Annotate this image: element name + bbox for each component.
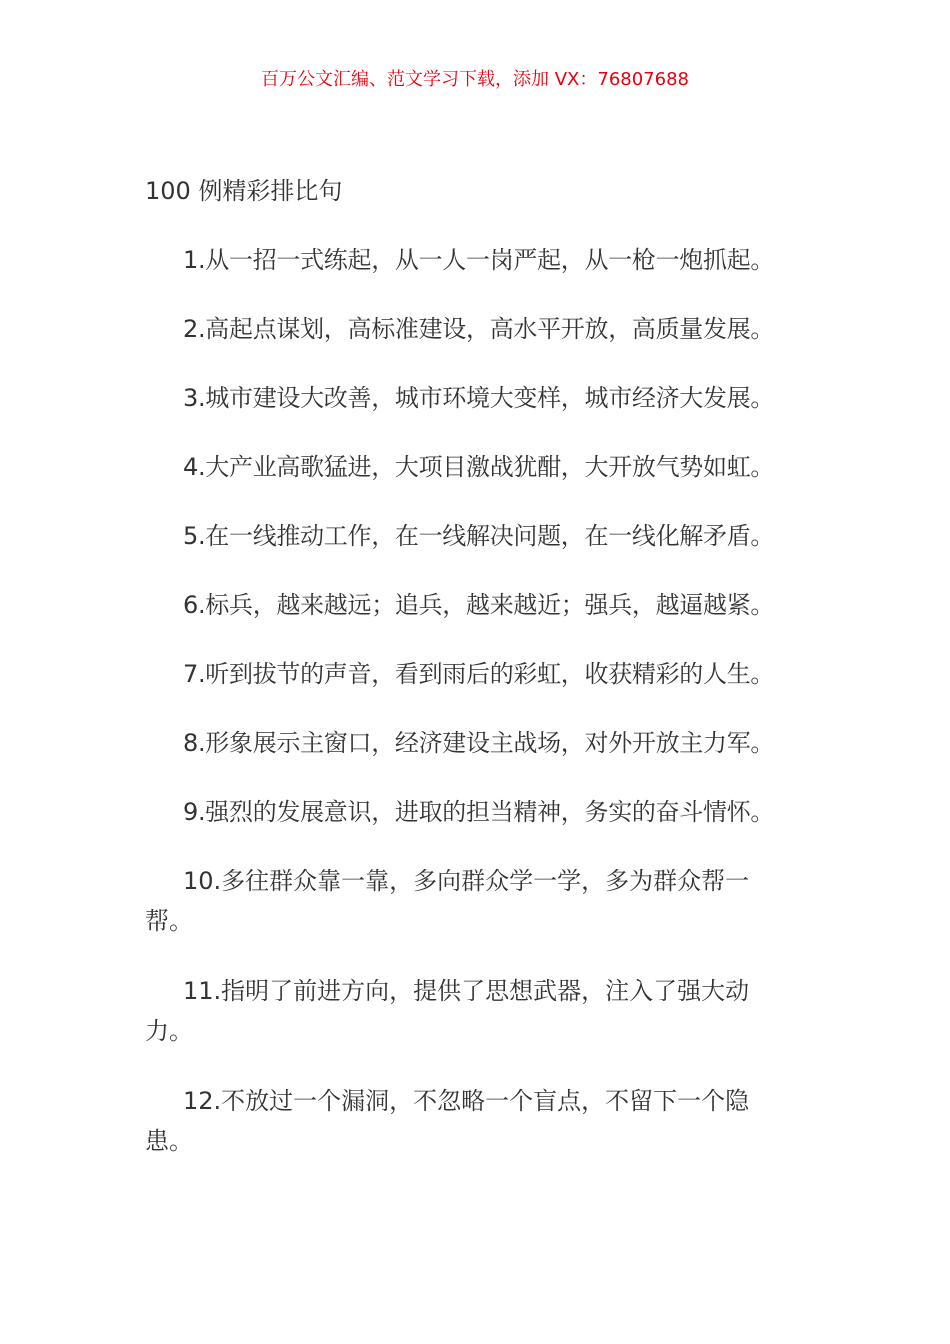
list-item-line: 力。 — [145, 1017, 193, 1045]
list-item: 1.从一招一式练起，从一人一岗严起，从一枪一炮抓起。 — [183, 246, 775, 274]
list-item: 9.强烈的发展意识，进取的担当精神，务实的奋斗情怀。 — [183, 798, 775, 826]
list-item: 7.听到拔节的声音，看到雨后的彩虹，收获精彩的人生。 — [183, 660, 775, 688]
parallel-sentence-list — [145, 240, 810, 1191]
list-item: 3.城市建设大改善，城市环境大变样，城市经济大发展。 — [183, 384, 775, 412]
header-watermark-note: 百万公文汇编、范文学习下载，添加 VX：76807688 — [261, 69, 689, 90]
list-item-line: 10.多往群众靠一靠，多向群众学一学，多为群众帮一 — [183, 867, 750, 895]
list-item-line: 11.指明了前进方向，提供了思想武器，注入了强大动 — [183, 977, 750, 1005]
list-item — [145, 861, 790, 941]
list-item-line: 患。 — [145, 1127, 193, 1155]
document-title: 100 例精彩排比句 — [145, 177, 343, 205]
list-item — [145, 971, 790, 1051]
list-item: 2.高起点谋划，高标准建设，高水平开放，高质量发展。 — [183, 315, 775, 343]
list-item: 8.形象展示主窗口，经济建设主战场，对外开放主力军。 — [183, 729, 775, 757]
list-item-line: 帮。 — [145, 907, 193, 935]
list-item: 5.在一线推动工作，在一线解决问题，在一线化解矛盾。 — [183, 522, 775, 550]
list-item — [145, 1081, 790, 1161]
list-item: 4.大产业高歌猛进，大项目激战犹酣，大开放气势如虹。 — [183, 453, 775, 481]
list-item-line: 12.不放过一个漏洞，不忽略一个盲点，不留下一个隐 — [183, 1087, 750, 1115]
list-item: 6.标兵，越来越远；追兵，越来越近；强兵，越逼越紧。 — [183, 591, 775, 619]
